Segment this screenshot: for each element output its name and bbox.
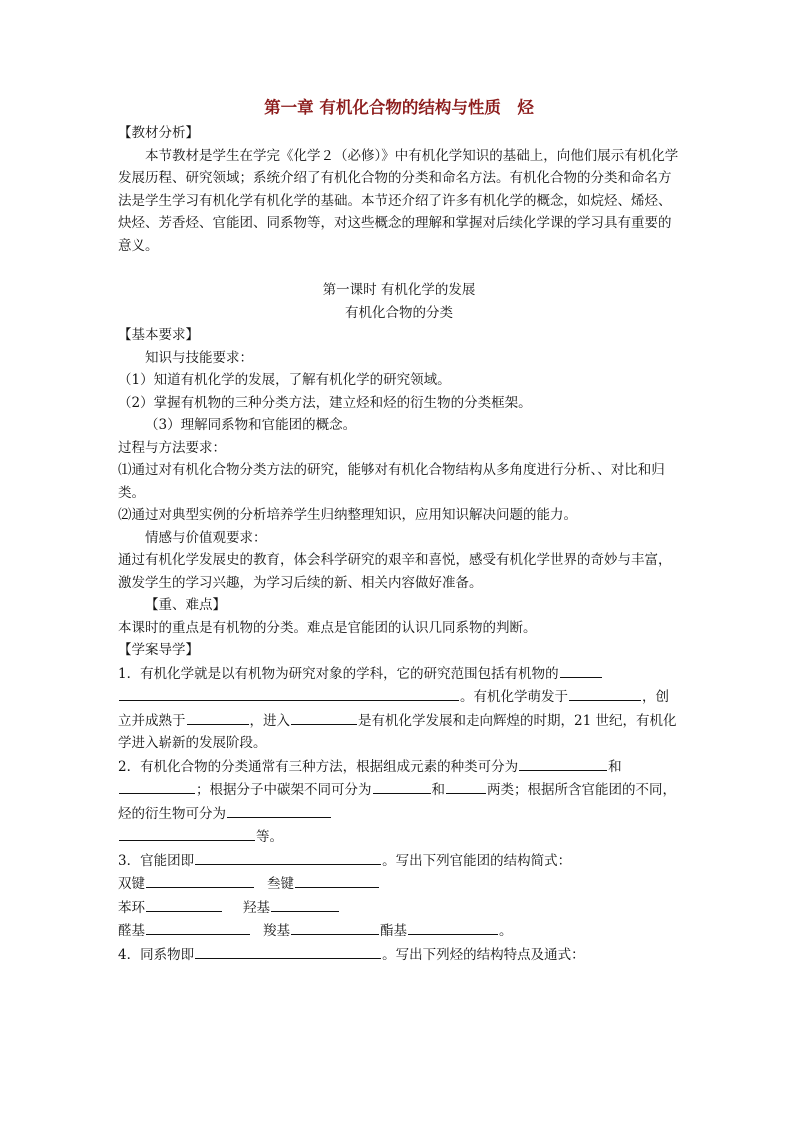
process-item-2: ⑵通过对典型实例的分析培养学生归纳整理知识，应用知识解决问题的能力。 bbox=[118, 507, 577, 523]
answer-blank[interactable] bbox=[227, 802, 331, 818]
answer-blank[interactable] bbox=[195, 849, 381, 865]
answer-blank[interactable] bbox=[519, 755, 607, 771]
emotion-heading: 情感与价值观要求： bbox=[145, 529, 267, 546]
question-3: 3．官能团即 。写出下列官能团的结构简式： bbox=[118, 849, 680, 873]
answer-blank[interactable] bbox=[295, 872, 379, 888]
question-3-row-1: 双键 叁键 bbox=[118, 872, 680, 896]
knowledge-item-1: （1）知道有机化学的发展，了解有机化学的研究领域。 bbox=[118, 372, 451, 388]
question-4: 4．同系物即 。写出下列烃的结构特点及通式： bbox=[118, 943, 680, 967]
knowledge-item-3: （3）理解同系物和官能团的概念。 bbox=[145, 417, 357, 433]
lesson-subtitle: 有机化合物的分类 bbox=[345, 304, 453, 321]
answer-blank[interactable] bbox=[560, 662, 602, 678]
question-1: 1．有机化学就是以有机物为研究对象的学科，它的研究范围包括有机物的 。有机化学萌发于 ，创立并成熟于 ，进入 是有机化学发展和走向辉煌的时期，21 世纪，有机化学进入崭新的发展阶段。 bbox=[118, 662, 680, 755]
answer-blank[interactable] bbox=[373, 778, 431, 794]
answer-blank[interactable] bbox=[119, 685, 459, 701]
answer-blank[interactable] bbox=[119, 778, 195, 794]
key-points-text: 本课时的重点是有机物的分类。难点是官能团的认识几同系物的判断。 bbox=[118, 619, 537, 636]
process-item-1: ⑴通过对有机化合物分类方法的研究，能够对有机化合物结构从多角度进行分析、、对比和归类。 bbox=[118, 462, 665, 501]
answer-blank[interactable] bbox=[446, 778, 486, 794]
document-page bbox=[118, 96, 680, 966]
answer-blank[interactable] bbox=[569, 685, 641, 701]
answer-blank[interactable] bbox=[146, 872, 254, 888]
answer-blank[interactable] bbox=[195, 943, 381, 959]
question-3-row-3: 醛基 羧基 酯基 。 bbox=[118, 919, 680, 943]
guide-heading: 【学案导学】 bbox=[118, 642, 199, 658]
answer-blank[interactable] bbox=[146, 919, 250, 935]
process-heading: 过程与方法要求： bbox=[118, 439, 226, 456]
key-points-heading: 【重、难点】 bbox=[145, 597, 226, 613]
chapter-title: 第一章 有机化合物的结构与性质 烃 bbox=[264, 98, 534, 117]
basic-requirements-heading: 【基本要求】 bbox=[118, 327, 199, 343]
question-3-row-2: 苯环 羟基 bbox=[118, 896, 680, 920]
spacer bbox=[118, 257, 680, 279]
answer-blank[interactable] bbox=[119, 825, 255, 841]
knowledge-item-2: （2）掌握有机物的三种分类方法，建立烃和烃的衍生物的分类框架。 bbox=[118, 394, 532, 411]
analysis-text: 本节教材是学生在学完《化学２（必修）》中有机化学知识的基础上，向他们展示有机化学发展历程、研究领域；系统介绍了有机化合物的分类和命名方法。有机化合物的分类和命名方法是学生学习有机化学有机化学的基础。本节还介绍了许多有机化学的概念，如烷烃、烯烃、炔烃、芳香烃、官能团、同系物等，对这些概念的理解和掌握对后续化学课的学习具有重要的意义。 bbox=[118, 147, 679, 254]
knowledge-heading: 知识与技能要求： bbox=[145, 349, 253, 366]
question-2: 2．有机化合物的分类通常有三种方法，根据组成元素的种类可分为 和 ；根据分子中碳架不同可分为 和 两类；根据所含官能团的不同，烃的衍生物可分为 等。 bbox=[118, 755, 680, 849]
answer-blank[interactable] bbox=[291, 709, 357, 725]
answer-blank[interactable] bbox=[187, 709, 249, 725]
emotion-text: 通过有机化学发展史的教育，体会科学研究的艰辛和喜悦，感受有机化学世界的奇妙与丰富，激发学生的学习兴趣，为学习后续的新、相关内容做好准备。 bbox=[118, 552, 672, 591]
answer-blank[interactable] bbox=[146, 896, 222, 912]
answer-blank[interactable] bbox=[408, 919, 498, 935]
lesson-title: 第一课时 有机化学的发展 bbox=[322, 282, 476, 298]
answer-blank[interactable] bbox=[271, 896, 339, 912]
answer-blank[interactable] bbox=[291, 919, 379, 935]
analysis-heading: 【教材分析】 bbox=[118, 125, 199, 141]
